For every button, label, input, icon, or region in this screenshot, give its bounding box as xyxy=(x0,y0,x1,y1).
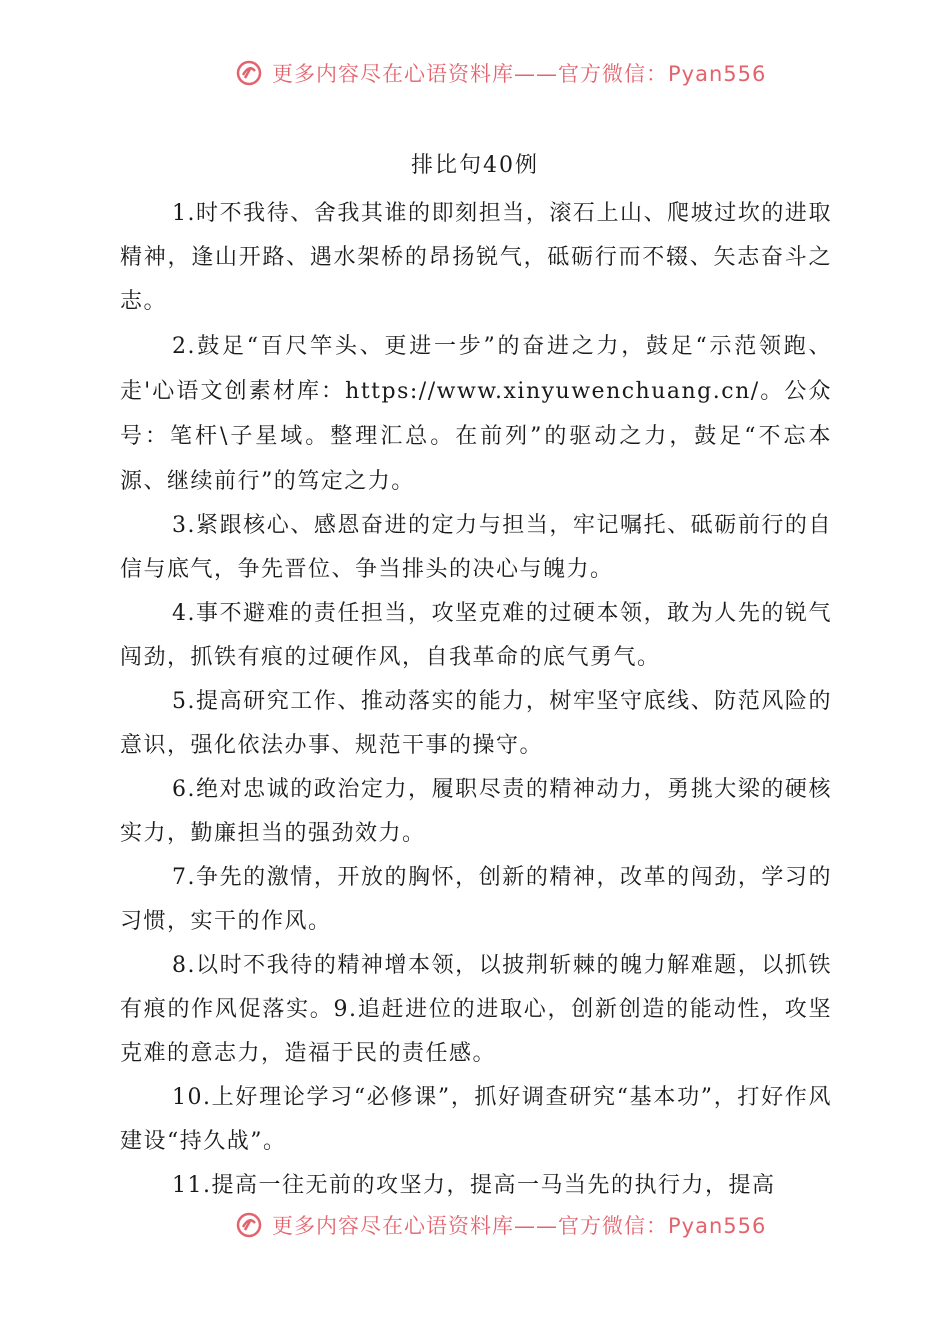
paragraph-1: 1.时不我待、舍我其谁的即刻担当，滚石上山、爬坡过坎的进取精神，逢山开路、遇水架桥的昂扬锐气，砥砺行而不辍、矢志奋斗之志。 xyxy=(120,201,832,314)
document-body xyxy=(120,192,832,1208)
footer-watermark-banner xyxy=(0,1202,950,1242)
page-title: 排比句40例 xyxy=(411,153,539,178)
paragraph-2: 2.鼓足“百尺竿头、更进一步”的奋进之力，鼓足“示范领跑、走'心语文创素材库：https://www.xinyuwenchuang.cn/。公众号：笔杆\子星域。整理汇总。在前列”的驱动之力，鼓足“不忘本源、继续前行”的笃定之力。 xyxy=(120,334,832,494)
watermark-text: 更多内容尽在心语资料库——官方微信：Pyan556 xyxy=(272,62,767,86)
paragraph-5: 5.提高研究工作、推动落实的能力，树牢坚守底线、防范风险的意识，强化依法办事、规范干事的操守。 xyxy=(120,689,832,758)
header-watermark-banner xyxy=(0,50,950,90)
watermark-text: 更多内容尽在心语资料库——官方微信：Pyan556 xyxy=(272,1214,767,1238)
brand-logo-icon xyxy=(236,1212,262,1238)
paragraph-8: 8.以时不我待的精神增本领，以披荆斩棘的魄力解难题，以抓铁有痕的作风促落实。9.追赶进位的进取心，创新创造的能动性，攻坚克难的意志力，造福于民的责任感。 xyxy=(120,953,832,1066)
paragraph-3: 3.紧跟核心、感恩奋进的定力与担当，牢记嘱托、砥砺前行的自信与底气，争先晋位、争当排头的决心与魄力。 xyxy=(120,513,832,582)
paragraph-11: 11.提高一往无前的攻坚力，提高一马当先的执行力，提高 xyxy=(172,1173,776,1198)
paragraph-4: 4.事不避难的责任担当，攻坚克难的过硬本领，敢为人先的锐气闯劲，抓铁有痕的过硬作风，自我革命的底气勇气。 xyxy=(120,601,832,670)
paragraph-10: 10.上好理论学习“必修课”，抓好调查研究“基本功”，打好作风建设“持久战”。 xyxy=(120,1085,832,1154)
paragraph-7: 7.争先的激情，开放的胸怀，创新的精神，改革的闯劲，学习的习惯，实干的作风。 xyxy=(120,865,832,934)
paragraph-6: 6.绝对忠诚的政治定力，履职尽责的精神动力，勇挑大梁的硬核实力，勤廉担当的强劲效力。 xyxy=(120,777,832,846)
brand-logo-icon xyxy=(236,60,262,86)
